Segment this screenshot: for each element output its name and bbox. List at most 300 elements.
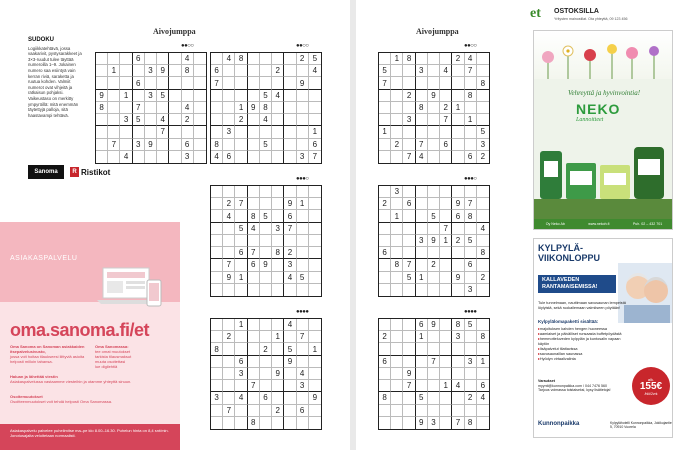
sudoku-cell[interactable]: 1 bbox=[108, 65, 120, 77]
sudoku-cell[interactable] bbox=[440, 284, 452, 296]
sudoku-cell[interactable] bbox=[284, 53, 296, 65]
sudoku-cell[interactable]: 9 bbox=[96, 90, 108, 102]
sudoku-cell[interactable]: 8 bbox=[477, 331, 489, 343]
sudoku-cell[interactable] bbox=[416, 126, 428, 138]
sudoku-cell[interactable]: 2 bbox=[465, 392, 477, 404]
sudoku-cell[interactable] bbox=[260, 198, 272, 210]
sudoku-cell[interactable]: 3 bbox=[235, 368, 247, 380]
sudoku-cell[interactable]: 4 bbox=[223, 210, 235, 222]
sudoku-cell[interactable] bbox=[477, 90, 489, 102]
sudoku-cell[interactable] bbox=[465, 247, 477, 259]
sudoku-cell[interactable] bbox=[403, 405, 415, 417]
sudoku-cell[interactable] bbox=[248, 198, 260, 210]
sudoku-cell[interactable] bbox=[272, 356, 284, 368]
sudoku-cell[interactable]: 6 bbox=[416, 319, 428, 331]
sudoku-cell[interactable] bbox=[194, 53, 206, 65]
sudoku-cell[interactable] bbox=[309, 284, 321, 296]
sudoku-cell[interactable]: 8 bbox=[248, 417, 260, 429]
sudoku-cell[interactable]: 3 bbox=[465, 284, 477, 296]
sudoku-cell[interactable] bbox=[120, 53, 132, 65]
sudoku-cell[interactable]: 7 bbox=[157, 126, 169, 138]
sudoku-cell[interactable] bbox=[428, 392, 440, 404]
sudoku-cell[interactable] bbox=[235, 186, 247, 198]
sudoku-cell[interactable] bbox=[260, 380, 272, 392]
sudoku-cell[interactable] bbox=[391, 380, 403, 392]
sudoku-cell[interactable] bbox=[248, 368, 260, 380]
sudoku-cell[interactable] bbox=[440, 368, 452, 380]
sudoku-cell[interactable] bbox=[452, 90, 464, 102]
sudoku-cell[interactable] bbox=[223, 284, 235, 296]
sudoku-cell[interactable]: 2 bbox=[480, 152, 486, 162]
sudoku-cell[interactable] bbox=[477, 259, 489, 271]
sudoku-cell[interactable]: 2 bbox=[182, 114, 194, 126]
sudoku-cell[interactable] bbox=[477, 319, 489, 331]
sudoku-cell[interactable] bbox=[260, 151, 272, 163]
sudoku-cell[interactable] bbox=[403, 139, 415, 151]
sudoku-cell[interactable] bbox=[96, 77, 108, 89]
sudoku-cell[interactable] bbox=[133, 151, 145, 163]
sudoku-cell[interactable] bbox=[309, 77, 321, 89]
sudoku-cell[interactable]: 1 bbox=[235, 272, 247, 284]
sudoku-cell[interactable] bbox=[465, 405, 477, 417]
sudoku-cell[interactable] bbox=[452, 356, 464, 368]
sudoku-cell[interactable] bbox=[260, 223, 272, 235]
sudoku-cell[interactable]: 5 bbox=[379, 65, 391, 77]
sudoku-cell[interactable] bbox=[391, 102, 403, 114]
sudoku-cell[interactable] bbox=[403, 343, 415, 355]
sudoku-cell[interactable] bbox=[157, 77, 169, 89]
sudoku-cell[interactable] bbox=[465, 139, 477, 151]
sudoku-cell[interactable]: 4 bbox=[477, 223, 489, 235]
sudoku-cell[interactable]: 3 bbox=[120, 114, 132, 126]
sudoku-cell[interactable] bbox=[391, 284, 403, 296]
sudoku-cell[interactable] bbox=[297, 126, 309, 138]
sudoku-cell[interactable] bbox=[96, 114, 108, 126]
sudoku-cell[interactable] bbox=[211, 380, 223, 392]
sudoku-cell[interactable] bbox=[297, 90, 309, 102]
sudoku-cell[interactable]: 6 bbox=[235, 356, 247, 368]
sudoku-cell[interactable] bbox=[96, 53, 108, 65]
sudoku-cell[interactable] bbox=[477, 53, 489, 65]
sudoku-cell[interactable] bbox=[452, 392, 464, 404]
sudoku-cell[interactable]: 3 bbox=[297, 151, 309, 163]
sudoku-cell[interactable]: 2 bbox=[428, 259, 440, 271]
sudoku-cell[interactable]: 7 bbox=[428, 356, 440, 368]
sudoku-cell[interactable] bbox=[260, 368, 272, 380]
sudoku-cell[interactable] bbox=[416, 53, 428, 65]
sudoku-cell[interactable] bbox=[465, 102, 477, 114]
sudoku-cell[interactable] bbox=[416, 405, 428, 417]
sudoku-cell[interactable]: 9 bbox=[428, 90, 440, 102]
sudoku-cell[interactable] bbox=[260, 319, 272, 331]
sudoku-cell[interactable]: 6 bbox=[211, 65, 223, 77]
sudoku-cell[interactable] bbox=[272, 272, 284, 284]
sudoku-cell[interactable]: 8 bbox=[465, 417, 477, 429]
oma-sanoma-link[interactable]: oma.sanoma.fi/et bbox=[10, 320, 150, 340]
sudoku-cell[interactable] bbox=[379, 102, 391, 114]
sudoku-cell[interactable] bbox=[416, 368, 428, 380]
sudoku-cell[interactable] bbox=[379, 405, 391, 417]
sudoku-cell[interactable] bbox=[272, 186, 284, 198]
sudoku-cell[interactable] bbox=[211, 90, 223, 102]
contact-link[interactable]: myynti@kunnonpaikka.com / 044 7476 560 bbox=[538, 383, 607, 388]
sudoku-cell[interactable] bbox=[157, 53, 169, 65]
sudoku-cell[interactable] bbox=[428, 272, 440, 284]
sudoku-cell[interactable]: 2 bbox=[272, 65, 284, 77]
sudoku-cell[interactable] bbox=[391, 65, 403, 77]
sudoku-cell[interactable] bbox=[248, 114, 260, 126]
sudoku-cell[interactable] bbox=[452, 405, 464, 417]
sudoku-cell[interactable] bbox=[297, 319, 309, 331]
sudoku-cell[interactable] bbox=[403, 331, 415, 343]
sudoku-cell[interactable]: 3 bbox=[452, 331, 464, 343]
sudoku-cell[interactable] bbox=[223, 65, 235, 77]
sudoku-cell[interactable] bbox=[440, 90, 452, 102]
sudoku-cell[interactable] bbox=[169, 139, 181, 151]
sudoku-cell[interactable] bbox=[477, 114, 489, 126]
sudoku-cell[interactable]: 7 bbox=[133, 102, 145, 114]
sudoku-cell[interactable] bbox=[403, 356, 415, 368]
sudoku-cell[interactable] bbox=[477, 210, 489, 222]
sudoku-cell[interactable]: 8 bbox=[211, 139, 223, 151]
sudoku-cell[interactable] bbox=[428, 53, 440, 65]
sudoku-cell[interactable]: 1 bbox=[440, 235, 452, 247]
sudoku-cell[interactable]: 1 bbox=[309, 343, 321, 355]
sudoku-cell[interactable]: 2 bbox=[379, 331, 391, 343]
sudoku-cell[interactable] bbox=[297, 210, 309, 222]
sudoku-cell[interactable]: 7 bbox=[379, 77, 391, 89]
sudoku-cell[interactable] bbox=[169, 102, 181, 114]
sudoku-cell[interactable]: 2 bbox=[284, 247, 296, 259]
sudoku-cell[interactable] bbox=[391, 405, 403, 417]
sudoku-cell[interactable] bbox=[379, 235, 391, 247]
sudoku-cell[interactable]: 1 bbox=[416, 272, 428, 284]
sudoku-cell[interactable]: 6 bbox=[260, 392, 272, 404]
sudoku-cell[interactable] bbox=[391, 90, 403, 102]
sudoku-cell[interactable] bbox=[379, 114, 391, 126]
sudoku-cell[interactable] bbox=[309, 102, 321, 114]
sudoku-cell[interactable] bbox=[440, 77, 452, 89]
sudoku-cell[interactable]: 3 bbox=[428, 417, 440, 429]
sudoku-cell[interactable] bbox=[211, 368, 223, 380]
sudoku-cell[interactable] bbox=[428, 114, 440, 126]
sudoku-cell[interactable]: 4 bbox=[416, 151, 428, 163]
sudoku-cell[interactable] bbox=[391, 319, 403, 331]
sudoku-cell[interactable] bbox=[248, 65, 260, 77]
sudoku-cell[interactable] bbox=[223, 139, 235, 151]
sudoku-cell[interactable] bbox=[379, 259, 391, 271]
sudoku-cell[interactable] bbox=[169, 151, 181, 163]
sudoku-cell[interactable] bbox=[391, 356, 403, 368]
sudoku-cell[interactable] bbox=[223, 223, 235, 235]
sudoku-cell[interactable] bbox=[211, 235, 223, 247]
sudoku-cell[interactable] bbox=[440, 319, 452, 331]
sudoku-cell[interactable]: 9 bbox=[416, 417, 428, 429]
sudoku-cell[interactable] bbox=[223, 102, 235, 114]
sudoku-cell[interactable] bbox=[145, 151, 157, 163]
sudoku-cell[interactable] bbox=[379, 223, 391, 235]
sudoku-cell[interactable]: 8 bbox=[260, 102, 272, 114]
sudoku-cell[interactable] bbox=[284, 90, 296, 102]
sudoku-cell[interactable] bbox=[297, 259, 309, 271]
sudoku-cell[interactable] bbox=[248, 90, 260, 102]
sudoku-cell[interactable]: 7 bbox=[403, 380, 415, 392]
sudoku-cell[interactable]: 7 bbox=[211, 77, 223, 89]
sudoku-cell[interactable]: 1 bbox=[235, 319, 247, 331]
sudoku-cell[interactable]: 5 bbox=[133, 114, 145, 126]
sudoku-cell[interactable] bbox=[284, 368, 296, 380]
sudoku-cell[interactable] bbox=[120, 102, 132, 114]
sudoku-cell[interactable] bbox=[428, 284, 440, 296]
sudoku-cell[interactable]: 6 bbox=[465, 151, 477, 163]
sudoku-cell[interactable] bbox=[260, 53, 272, 65]
sudoku-cell[interactable]: 5 bbox=[416, 392, 428, 404]
sudoku-cell[interactable] bbox=[145, 77, 157, 89]
sudoku-cell[interactable]: 5 bbox=[260, 90, 272, 102]
sudoku-cell[interactable] bbox=[403, 417, 415, 429]
sudoku-cell[interactable]: 5 bbox=[157, 90, 169, 102]
sudoku-cell[interactable] bbox=[108, 53, 120, 65]
sudoku-cell[interactable] bbox=[391, 331, 403, 343]
sudoku-cell[interactable] bbox=[169, 77, 181, 89]
sudoku-cell[interactable]: 4 bbox=[182, 102, 194, 114]
sudoku-cell[interactable]: 4 bbox=[182, 53, 194, 65]
sudoku-cell[interactable]: 9 bbox=[145, 139, 157, 151]
sudoku-cell[interactable] bbox=[272, 343, 284, 355]
sudoku-cell[interactable] bbox=[248, 126, 260, 138]
sudoku-cell[interactable] bbox=[477, 198, 489, 210]
sudoku-cell[interactable]: 9 bbox=[157, 65, 169, 77]
sudoku-cell[interactable] bbox=[211, 186, 223, 198]
sudoku-cell[interactable] bbox=[379, 139, 391, 151]
sudoku-cell[interactable]: 7 bbox=[403, 259, 415, 271]
sudoku-cell[interactable]: 5 bbox=[465, 319, 477, 331]
sudoku-cell[interactable] bbox=[403, 102, 415, 114]
sudoku-cell[interactable] bbox=[440, 53, 452, 65]
sudoku-cell[interactable] bbox=[379, 272, 391, 284]
sudoku-cell[interactable] bbox=[465, 186, 477, 198]
sudoku-cell[interactable] bbox=[260, 186, 272, 198]
sudoku-cell[interactable]: 7 bbox=[223, 405, 235, 417]
sudoku-cell[interactable] bbox=[297, 114, 309, 126]
sudoku-cell[interactable] bbox=[272, 392, 284, 404]
sudoku-cell[interactable] bbox=[260, 126, 272, 138]
sudoku-cell[interactable]: 6 bbox=[133, 77, 145, 89]
sudoku-cell[interactable] bbox=[248, 139, 260, 151]
sudoku-cell[interactable]: 4 bbox=[272, 90, 284, 102]
sudoku-cell[interactable]: 7 bbox=[108, 139, 120, 151]
sudoku-cell[interactable] bbox=[416, 90, 428, 102]
sudoku-cell[interactable]: 1 bbox=[120, 90, 132, 102]
sudoku-cell[interactable]: 7 bbox=[223, 259, 235, 271]
sudoku-cell[interactable]: 5 bbox=[403, 272, 415, 284]
sudoku-cell[interactable] bbox=[145, 102, 157, 114]
sudoku-cell[interactable]: 2 bbox=[297, 53, 309, 65]
sudoku-cell[interactable] bbox=[272, 210, 284, 222]
sudoku-cell[interactable] bbox=[309, 405, 321, 417]
sudoku-cell[interactable] bbox=[194, 114, 206, 126]
sudoku-cell[interactable] bbox=[182, 126, 194, 138]
sudoku-cell[interactable]: 7 bbox=[440, 114, 452, 126]
sudoku-cell[interactable]: 2 bbox=[379, 198, 391, 210]
sudoku-cell[interactable] bbox=[145, 114, 157, 126]
sudoku-cell[interactable] bbox=[465, 368, 477, 380]
sudoku-cell[interactable] bbox=[309, 90, 321, 102]
sudoku-cell[interactable] bbox=[284, 235, 296, 247]
sudoku-cell[interactable] bbox=[428, 77, 440, 89]
sudoku-cell[interactable] bbox=[235, 259, 247, 271]
sudoku-cell[interactable] bbox=[428, 102, 440, 114]
sudoku-cell[interactable]: 4 bbox=[309, 65, 321, 77]
sudoku-cell[interactable]: 3 bbox=[133, 139, 145, 151]
sudoku-cell[interactable] bbox=[235, 126, 247, 138]
sudoku-cell[interactable] bbox=[284, 331, 296, 343]
sudoku-cell[interactable]: 3 bbox=[477, 139, 489, 151]
sudoku-cell[interactable] bbox=[108, 90, 120, 102]
sudoku-cell[interactable] bbox=[297, 417, 309, 429]
sudoku-cell[interactable]: 1 bbox=[297, 198, 309, 210]
sudoku-cell[interactable] bbox=[235, 331, 247, 343]
sudoku-cell[interactable] bbox=[477, 102, 489, 114]
sudoku-cell[interactable] bbox=[284, 114, 296, 126]
sudoku-cell[interactable] bbox=[379, 343, 391, 355]
sudoku-cell[interactable]: 4 bbox=[235, 392, 247, 404]
sudoku-cell[interactable] bbox=[440, 392, 452, 404]
sudoku-cell[interactable]: 9 bbox=[403, 368, 415, 380]
sudoku-cell[interactable] bbox=[477, 65, 489, 77]
sudoku-cell[interactable] bbox=[145, 53, 157, 65]
sudoku-cell[interactable] bbox=[169, 53, 181, 65]
sudoku-cell[interactable] bbox=[260, 405, 272, 417]
sudoku-cell[interactable] bbox=[428, 405, 440, 417]
sudoku-cell[interactable]: 3 bbox=[211, 392, 223, 404]
sudoku-cell[interactable] bbox=[452, 186, 464, 198]
sudoku-cell[interactable] bbox=[403, 392, 415, 404]
sudoku-cell[interactable]: 8 bbox=[248, 210, 260, 222]
sudoku-cell[interactable] bbox=[284, 126, 296, 138]
sudoku-cell[interactable]: 9 bbox=[428, 319, 440, 331]
sudoku-cell[interactable] bbox=[391, 368, 403, 380]
sudoku-cell[interactable]: 2 bbox=[452, 53, 464, 65]
sudoku-cell[interactable] bbox=[379, 186, 391, 198]
sudoku-cell[interactable] bbox=[309, 186, 321, 198]
sudoku-cell[interactable] bbox=[248, 77, 260, 89]
sudoku-cell[interactable] bbox=[297, 102, 309, 114]
sudoku-cell[interactable] bbox=[391, 343, 403, 355]
sudoku-cell[interactable] bbox=[391, 235, 403, 247]
sudoku-cell[interactable] bbox=[391, 151, 403, 163]
sudoku-cell[interactable]: 6 bbox=[477, 380, 489, 392]
sudoku-cell[interactable] bbox=[248, 319, 260, 331]
sudoku-cell[interactable] bbox=[182, 90, 194, 102]
sudoku-cell[interactable]: 2 bbox=[260, 343, 272, 355]
sudoku-cell[interactable] bbox=[416, 210, 428, 222]
sudoku-cell[interactable] bbox=[416, 284, 428, 296]
sudoku-cell[interactable] bbox=[133, 65, 145, 77]
sudoku-cell[interactable]: 2 bbox=[272, 405, 284, 417]
sudoku-cell[interactable] bbox=[260, 65, 272, 77]
sudoku-cell[interactable] bbox=[248, 405, 260, 417]
sudoku-cell[interactable] bbox=[465, 77, 477, 89]
sudoku-cell[interactable]: 9 bbox=[297, 77, 309, 89]
sudoku-cell[interactable]: 4 bbox=[284, 272, 296, 284]
sudoku-cell[interactable] bbox=[391, 198, 403, 210]
sudoku-cell[interactable]: 4 bbox=[120, 151, 132, 163]
sudoku-cell[interactable] bbox=[440, 417, 452, 429]
sudoku-cell[interactable] bbox=[309, 114, 321, 126]
sudoku-cell[interactable] bbox=[284, 186, 296, 198]
sudoku-cell[interactable] bbox=[403, 126, 415, 138]
customer-service-ad[interactable] bbox=[0, 222, 180, 450]
sudoku-cell[interactable] bbox=[416, 259, 428, 271]
sudoku-cell[interactable]: 3 bbox=[465, 356, 477, 368]
sudoku-cell[interactable]: 5 bbox=[235, 223, 247, 235]
sudoku-cell[interactable] bbox=[194, 65, 206, 77]
sudoku-cell[interactable] bbox=[440, 186, 452, 198]
sudoku-cell[interactable]: 5 bbox=[477, 126, 489, 138]
sudoku-cell[interactable] bbox=[452, 368, 464, 380]
sudoku-cell[interactable]: 7 bbox=[465, 65, 477, 77]
sudoku-cell[interactable] bbox=[96, 65, 108, 77]
sudoku-cell[interactable] bbox=[211, 417, 223, 429]
sudoku-cell[interactable] bbox=[297, 247, 309, 259]
sudoku-cell[interactable] bbox=[428, 65, 440, 77]
sudoku-cell[interactable]: 1 bbox=[452, 102, 464, 114]
sudoku-cell[interactable]: 5 bbox=[297, 272, 309, 284]
sudoku-cell[interactable] bbox=[403, 247, 415, 259]
sudoku-cell[interactable]: 6 bbox=[182, 139, 194, 151]
sudoku-cell[interactable] bbox=[297, 65, 309, 77]
sudoku-cell[interactable] bbox=[403, 77, 415, 89]
sudoku-cell[interactable]: 6 bbox=[284, 210, 296, 222]
sudoku-cell[interactable]: 5 bbox=[260, 210, 272, 222]
sudoku-cell[interactable]: 9 bbox=[309, 392, 321, 404]
sudoku-cell[interactable] bbox=[235, 235, 247, 247]
sudoku-cell[interactable] bbox=[297, 223, 309, 235]
sudoku-cell[interactable] bbox=[260, 417, 272, 429]
sudoku-cell[interactable]: 7 bbox=[416, 139, 428, 151]
sudoku-cell[interactable] bbox=[416, 247, 428, 259]
sudoku-cell[interactable] bbox=[391, 392, 403, 404]
sudoku-cell[interactable]: 6 bbox=[465, 259, 477, 271]
sudoku-cell[interactable]: 6 bbox=[379, 356, 391, 368]
sudoku-cell[interactable] bbox=[284, 77, 296, 89]
sudoku-cell[interactable] bbox=[416, 380, 428, 392]
sudoku-cell[interactable] bbox=[235, 380, 247, 392]
sudoku-cell[interactable] bbox=[211, 210, 223, 222]
sudoku-cell[interactable]: 3 bbox=[416, 235, 428, 247]
sudoku-cell[interactable] bbox=[297, 392, 309, 404]
sudoku-cell[interactable]: 1 bbox=[235, 102, 247, 114]
sudoku-cell[interactable]: 2 bbox=[223, 331, 235, 343]
sudoku-cell[interactable] bbox=[223, 368, 235, 380]
sudoku-cell[interactable] bbox=[272, 417, 284, 429]
sudoku-cell[interactable] bbox=[157, 151, 169, 163]
sudoku-cell[interactable]: 9 bbox=[284, 356, 296, 368]
sudoku-cell[interactable]: 8 bbox=[416, 102, 428, 114]
sudoku-cell[interactable] bbox=[297, 284, 309, 296]
sudoku-cell[interactable] bbox=[211, 198, 223, 210]
sudoku-cell[interactable] bbox=[403, 235, 415, 247]
sudoku-cell[interactable]: 7 bbox=[465, 198, 477, 210]
sudoku-cell[interactable]: 1 bbox=[391, 210, 403, 222]
sudoku-cell[interactable]: 9 bbox=[428, 235, 440, 247]
sudoku-cell[interactable] bbox=[182, 77, 194, 89]
sudoku-cell[interactable]: 2 bbox=[403, 90, 415, 102]
sudoku-cell[interactable] bbox=[194, 90, 206, 102]
sudoku-cell[interactable]: 6 bbox=[133, 53, 145, 65]
sudoku-cell[interactable] bbox=[194, 102, 206, 114]
